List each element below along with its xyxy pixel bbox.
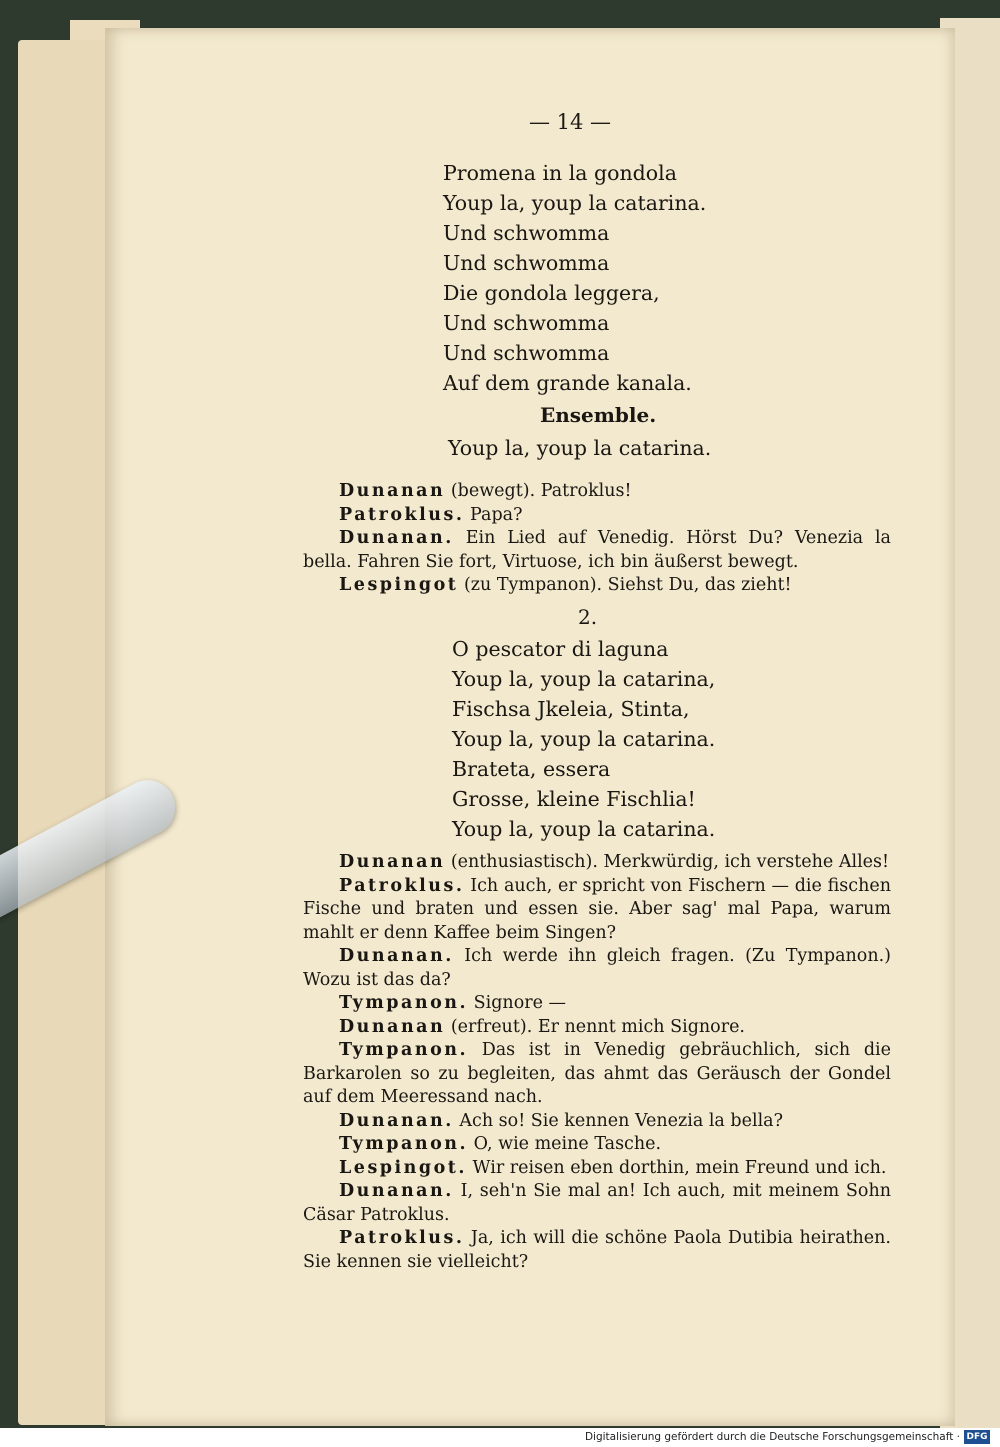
dialogue-block-1 — [303, 480, 891, 598]
verse-line: Brateta, essera — [452, 757, 611, 781]
verse-line: Youp la, youp la catarina. — [452, 817, 716, 841]
dialogue-line — [303, 1180, 891, 1227]
verse-line: Und schwomma — [443, 311, 610, 335]
speaker-name: Tympanon. — [339, 1040, 469, 1060]
verse-line: Auf dem grande kanala. — [443, 371, 692, 395]
dialogue-line — [303, 945, 891, 992]
verse-line: Promena in la gondola — [443, 161, 677, 185]
verse-line: Youp la, youp la catarina. — [448, 436, 712, 460]
speech-text: Papa? — [464, 504, 523, 525]
speech-text: (zu Tympanon). Siehst Du, das zieht! — [458, 575, 792, 595]
verse-line: Youp la, youp la catarina. — [443, 191, 707, 215]
dialogue-line — [303, 992, 891, 1016]
dialogue-line — [303, 1157, 891, 1181]
dialogue-block-2 — [303, 851, 891, 1274]
dialogue-line — [303, 1227, 891, 1274]
dialogue-line — [303, 1110, 891, 1134]
speaker-name: Dunanan. — [339, 946, 454, 966]
speaker-name: Dunanan. — [339, 528, 454, 548]
speech-text: Ein Lied auf Venedig. Hörst Du? Venezia la bella. Fahren Sie fort, Virtuose, ich bin äußerst bewegt. — [303, 528, 891, 572]
speaker-name: Lespingot. — [339, 1157, 467, 1178]
speech-text: Ich auch, er spricht von Fischern — die fischen Fische und braten und essen sie. Aber sag' mal Papa, warum mahlt er denn Kaffee beim Singen? — [303, 875, 891, 943]
speaker-name: Patroklus. — [339, 875, 465, 896]
stanza-number: 2. — [578, 605, 598, 629]
page-number: — 14 — — [528, 110, 612, 134]
dialogue-line — [303, 527, 891, 574]
speaker-name: Dunanan — [339, 481, 446, 501]
dialogue-line — [303, 1133, 891, 1157]
speaker-name: Patroklus. — [339, 504, 465, 525]
speaker-name: Dunanan. — [339, 1110, 454, 1131]
verse-line: Und schwomma — [443, 221, 610, 245]
dialogue-line — [303, 1016, 891, 1040]
speech-text: (enthusiastisch). Merkwürdig, ich verstehe Alles! — [445, 852, 890, 872]
dialogue-line — [303, 480, 891, 504]
speech-text: Ach so! Sie kennen Venezia la bella? — [453, 1110, 783, 1131]
ensemble-line — [448, 433, 711, 463]
verse-stanza-1 — [443, 158, 706, 398]
verse-line: Youp la, youp la catarina. — [452, 727, 716, 751]
speaker-name: Dunanan — [339, 1016, 446, 1037]
verse-line: Und schwomma — [443, 341, 610, 365]
speech-text: Signore — — [468, 993, 567, 1013]
speech-text: O, wie meine Tasche. — [468, 1134, 662, 1154]
funding-credit: Digitalisierung gefördert durch die Deutsche Forschungsgemeinschaft · — [584, 1431, 960, 1443]
verse-line: Und schwomma — [443, 251, 610, 275]
speaker-name: Dunanan — [339, 852, 446, 872]
speech-text: (bewegt). Patroklus! — [445, 481, 632, 501]
verse-line: Youp la, youp la catarina, — [452, 667, 716, 691]
dialogue-line — [303, 574, 891, 598]
speaker-name: Lespingot — [339, 575, 459, 595]
speech-text: Wir reisen eben dorthin, mein Freund und ich. — [466, 1157, 887, 1178]
verse-line: O pescator di laguna — [452, 637, 669, 661]
speaker-name: Dunanan. — [339, 1181, 454, 1201]
speech-text: Ich werde ihn gleich fragen. (Zu Tympanon.) Wozu ist das da? — [303, 946, 891, 990]
verse-stanza-2 — [452, 634, 715, 844]
dialogue-line — [303, 851, 891, 875]
speaker-name: Tympanon. — [339, 1134, 469, 1154]
ensemble-heading: Ensemble. — [540, 403, 657, 427]
speech-text: (erfreut). Er nennt mich Signore. — [445, 1016, 745, 1037]
verse-line: Grosse, kleine Fischlia! — [452, 787, 696, 811]
speaker-name: Tympanon. — [339, 993, 469, 1013]
verse-line: Fischsa Jkeleia, Stinta, — [452, 697, 690, 721]
speech-text: Das ist in Venedig gebräuchlich, sich die Barkarolen so zu begleiten, das ahmt das Geräusch der Gondel auf dem Meeressand nach. — [303, 1040, 891, 1107]
speaker-name: Patroklus. — [339, 1228, 465, 1248]
speech-text: I, seh'n Sie mal an! Ich auch, mit meinem Sohn Cäsar Patroklus. — [303, 1181, 891, 1225]
speech-text: Ja, ich will die schöne Paola Dutibia heirathen. Sie kennen sie vielleicht? — [303, 1228, 891, 1272]
dialogue-line — [303, 1039, 891, 1110]
dialogue-line — [303, 875, 891, 946]
dialogue-line — [303, 504, 891, 528]
verse-line: Die gondola leggera, — [443, 281, 660, 305]
dfg-logo: DFG — [964, 1430, 990, 1444]
